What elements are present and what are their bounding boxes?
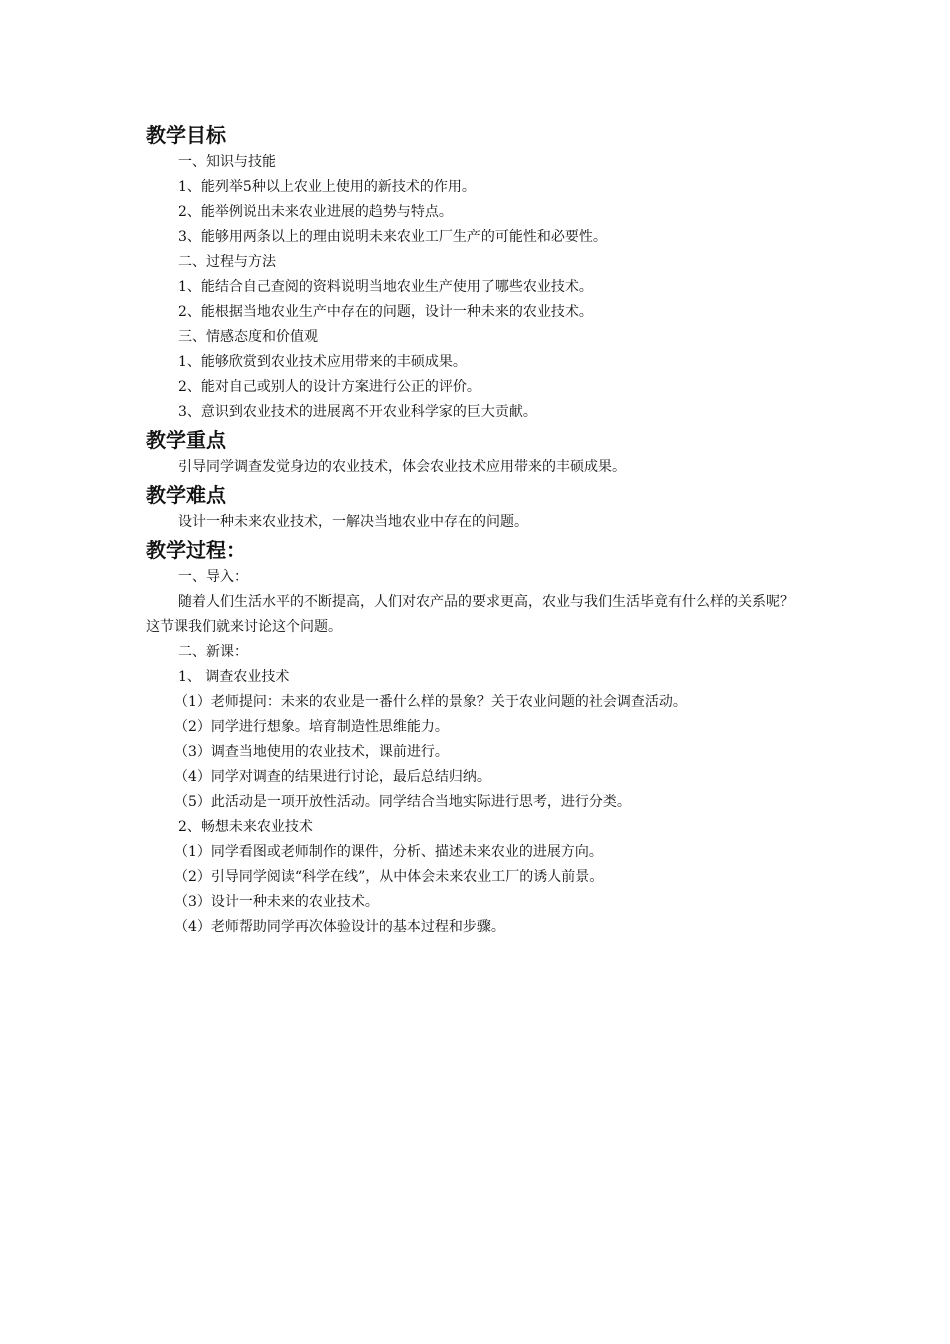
part2-title: 2、畅想未来农业技术 <box>178 819 313 835</box>
part1-item: （5）此活动是一项开放性活动。同学结合当地实际进行思考，进行分类。 <box>174 794 631 810</box>
part1-item: （4）同学对调查的结果进行讨论，最后总结归纳。 <box>174 769 491 785</box>
part2-item: （3）设计一种未来的农业技术。 <box>174 894 379 910</box>
part1-item: （3）调查当地使用的农业技术，课前进行。 <box>174 744 449 760</box>
goal-line: 1、能结合自己查阅的资料说明当地农业生产使用了哪些农业技术。 <box>178 279 593 295</box>
part1-title: 1、 调查农业技术 <box>178 669 290 685</box>
part2-item: （1）同学看图或老师制作的课件，分析、描述未来农业的进展方向。 <box>174 844 603 860</box>
new-lesson-label: 二、新课： <box>178 644 248 660</box>
difficulties-text: 设计一种未来农业技术，一解决当地农业中存在的问题。 <box>178 514 528 530</box>
part1-item: （2）同学进行想象。培育制造性思维能力。 <box>174 719 449 735</box>
goal-line: 3、意识到农业技术的进展离不开农业科学家的巨大贡献。 <box>178 404 537 420</box>
goal-line: 2、能根据当地农业生产中存在的问题，设计一种未来的农业技术。 <box>178 304 593 320</box>
goal-line: 二、过程与方法 <box>178 254 276 270</box>
goal-line: 一、知识与技能 <box>178 154 276 170</box>
intro-label: 一、导入： <box>178 569 248 585</box>
heading-teaching-goals: 教学目标 <box>146 123 226 147</box>
goal-line: 1、能够欣赏到农业技术应用带来的丰硕成果。 <box>178 354 467 370</box>
heading-key-points: 教学重点 <box>146 428 226 452</box>
goal-line: 1、能列举5种以上农业上使用的新技术的作用。 <box>178 179 476 195</box>
part2-item: （4）老师帮助同学再次体验设计的基本过程和步骤。 <box>174 919 505 935</box>
goal-line: 2、能对自己或别人的设计方案进行公正的评价。 <box>178 379 481 395</box>
goal-line: 三、情感态度和价值观 <box>178 329 318 345</box>
goal-line: 3、能够用两条以上的理由说明未来农业工厂生产的可能性和必要性。 <box>178 229 607 245</box>
heading-difficulties: 教学难点 <box>146 483 226 507</box>
goal-line: 2、能举例说出未来农业进展的趋势与特点。 <box>178 204 453 220</box>
intro-paragraph: 随着人们生活水平的不断提高，人们对农产品的要求更高，农业与我们生活毕竟有什么样的关系呢？这节课我们就来讨论这个问题。 <box>146 594 794 635</box>
part1-item: （1）老师提问：未来的农业是一番什么样的景象？关于农业问题的社会调查活动。 <box>174 694 687 710</box>
heading-teaching-process: 教学过程： <box>146 538 246 562</box>
document-page <box>146 120 826 940</box>
part2-item: （2）引导同学阅读“科学在线”，从中体会未来农业工厂的诱人前景。 <box>174 869 604 885</box>
key-points-text: 引导同学调查发觉身边的农业技术，体会农业技术应用带来的丰硕成果。 <box>178 459 626 475</box>
